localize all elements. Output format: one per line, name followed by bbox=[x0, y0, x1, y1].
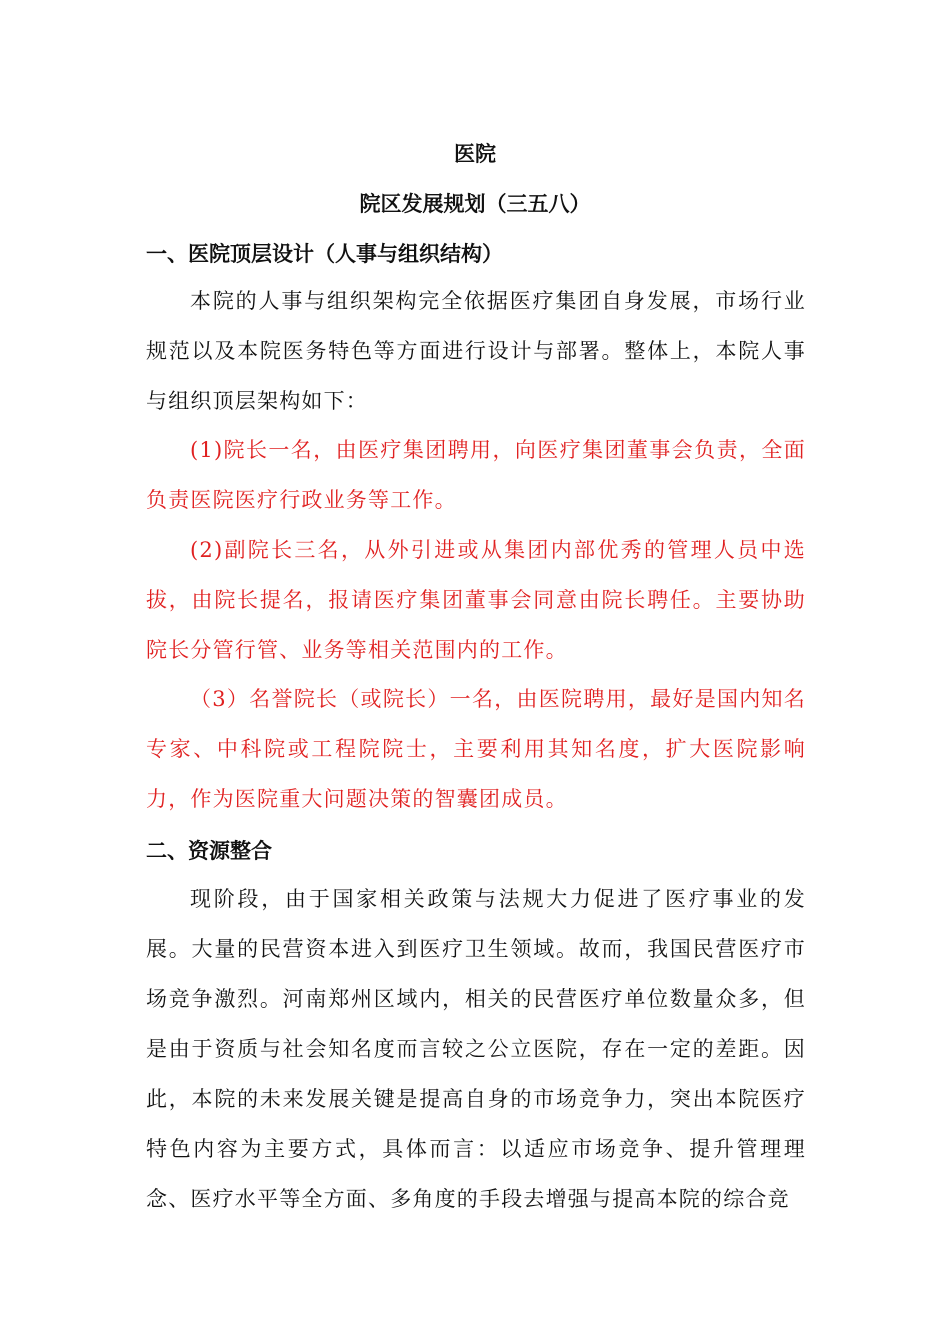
document-subtitle: 院区发展规划（三五八） bbox=[359, 192, 591, 216]
section-1-item-1: (1)院长一名，由医疗集团聘用，向医疗集团董事会负责，全面负责医院医疗行政业务等工作。 bbox=[146, 438, 806, 512]
section-1-item-2: (2)副院长三名，从外引进或从集团内部优秀的管理人员中选拔，由院长提名，报请医疗集团董事会同意由院长聘任。主要协助院长分管行管、业务等相关范围内的工作。 bbox=[146, 538, 806, 662]
section-2-body: 现阶段，由于国家相关政策与法规大力促进了医疗事业的发展。大量的民营资本进入到医疗卫生领域。故而，我国民营医疗市场竞争激烈。河南郑州区域内，相关的民营医疗单位数量众多，但是由于资质与社会知名度而言较之公立医院，存在一定的差距。因此，本院的未来发展关键是提高自身的市场竞争力，突出本院医疗特色内容为主要方式，具体而言：以适应市场竞争、提升管理理念、医疗水平等全方面、多角度的手段去增强与提高本院的综合竞 bbox=[146, 887, 806, 1211]
section-1-intro: 本院的人事与组织架构完全依据医疗集团自身发展，市场行业规范以及本院医务特色等方面进行设计与部署。整体上，本院人事与组织顶层架构如下： bbox=[146, 289, 806, 413]
document-title: 医院 bbox=[454, 142, 496, 166]
section-2-heading: 二、资源整合 bbox=[146, 839, 272, 863]
section-1-heading: 一、医院顶层设计（人事与组织结构） bbox=[146, 242, 503, 266]
section-1-item-3: （3）名誉院长（或院长）一名，由医院聘用，最好是国内知名专家、中科院或工程院院士，主要利用其知名度，扩大医院影响力，作为医院重大问题决策的智囊团成员。 bbox=[146, 687, 806, 811]
